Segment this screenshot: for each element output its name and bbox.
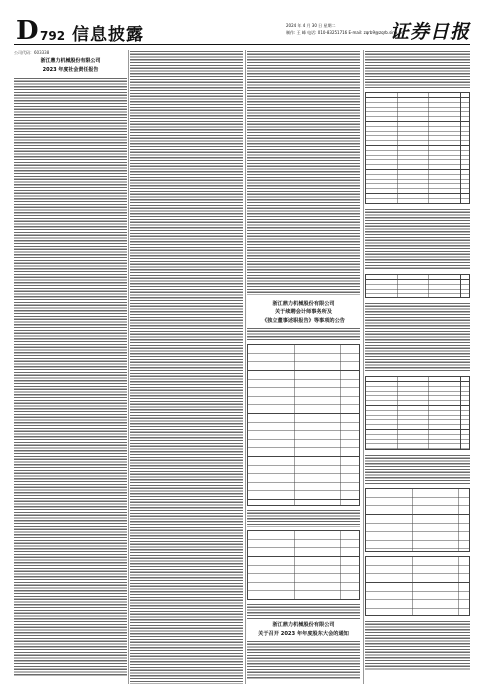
article-body-text: [247, 509, 360, 527]
issue-date: 2024 年 4 月 30 日 星期二: [286, 23, 336, 28]
announcement-2-title: [247, 622, 360, 637]
column-2: [130, 50, 243, 684]
newspaper-logo: 证券日报: [389, 21, 470, 43]
column-divider: [128, 50, 129, 684]
report-title-line2: 2023 年度社会责任报告: [42, 67, 99, 73]
column-divider: [245, 50, 246, 684]
data-table: [365, 92, 470, 204]
article-body-text: [130, 50, 243, 684]
article-body-text: [14, 77, 127, 677]
editor-contact: 制作: 王 峰 电话: 010-83251716 E-mail: zqrb9@zqrb.sina.net: [286, 30, 406, 35]
data-table: [365, 376, 470, 450]
report-title-line1: 浙江鼎力机械股份有限公司: [40, 58, 101, 64]
article-body-text: [365, 208, 470, 270]
announcement-title-line1: 浙江鼎力机械股份有限公司: [272, 301, 335, 307]
article-body-text: [247, 327, 360, 341]
data-table: [247, 344, 360, 506]
column-divider: [363, 50, 364, 684]
column-3: [247, 50, 360, 684]
article-body-text: [365, 50, 470, 88]
data-table: [365, 488, 470, 552]
column-4: [365, 50, 470, 684]
column-1: [14, 50, 127, 684]
article-body-text: [365, 620, 470, 670]
article-body-text: [247, 603, 360, 619]
announcement-title-line2: 关于续聘会计师事务所及: [274, 309, 333, 316]
announcement-2-title-line1: 浙江鼎力机械股份有限公司: [272, 622, 335, 629]
company-code: 公司代码：603338: [14, 50, 50, 55]
article-body-text: [247, 640, 360, 680]
announcement-2-title-line2: 关于召开 2023 年年度股东大会的通知: [258, 630, 349, 637]
masthead: [14, 14, 470, 45]
announcement-title-line3: 《独立董事述职报告》等事项的公告: [261, 317, 345, 324]
page-letter: D: [16, 16, 39, 46]
data-table: [247, 530, 360, 600]
article-body-text: [365, 454, 470, 484]
section-title: 信息披露: [72, 25, 144, 45]
data-table: [365, 274, 470, 298]
article-body-text: [247, 50, 360, 295]
page-number: 792: [40, 29, 66, 43]
article-body-text: [365, 302, 470, 372]
data-table: [365, 556, 470, 616]
announcement-title: [247, 301, 360, 324]
